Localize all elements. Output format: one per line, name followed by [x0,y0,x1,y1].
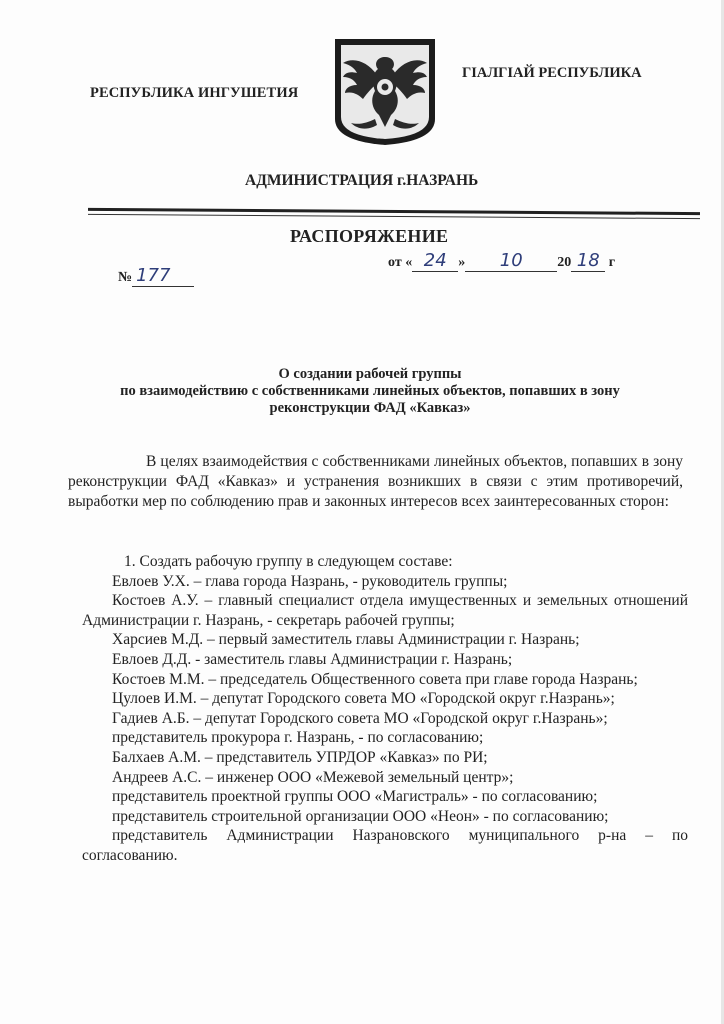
item-1-heading: 1. Создать рабочую группу в следующем составе: [124,553,453,570]
date-mid: » [458,255,466,270]
date-year: 18 [571,250,605,272]
list-item: Евлоев Д.Д. - заместитель главы Администрации г. Назрань; [112,650,513,668]
preamble-paragraph: В целях взаимодействия с собственниками линейных объектов, попавших в зону реконструкции ФАД «Кавказ» и устранения возникших в связи с этим противоречий, выработки мер по соблюдению прав и законных интересов всех заинтересованных сторон: [68,453,683,510]
date-day: 24 [412,250,458,272]
title-line-2: по взаимодействию с собственниками линейных объектов, попавших в зону [120,383,620,399]
document-date [388,250,615,272]
list-item: представитель Администрации Назрановского муниципального р-на – по согласованию. [82,827,688,864]
header-republic-ru: РЕСПУБЛИКА ИНГУШЕТИЯ [90,85,299,101]
list-item: представитель строительной организации ООО «Неон» - по согласованию; [112,807,609,825]
list-item: Гадиев А.Б. – депутат Городского совета МО «Городской округ г.Назрань»; [112,709,608,727]
list-item: представитель прокурора г. Назрань, - по согласованию; [112,729,484,747]
title-line-3: реконструкции ФАД «Кавказ» [269,400,471,416]
preamble-block [68,452,683,512]
number-value: 177 [132,265,194,287]
list-item: представитель проектной группы ООО «Магистраль» - по согласованию; [112,788,598,806]
members-list [82,552,688,866]
coat-of-arms-emblem [329,35,441,147]
date-suffix: г [608,255,616,270]
list-item: Андреев А.С. – инженер ООО «Межевой земельный центр»; [112,768,514,786]
document-number [118,265,194,287]
document-type: РАСПОРЯЖЕНИЕ [290,226,449,246]
list-item: Евлоев У.Х. – глава города Назрань, - руководитель группы; [112,572,508,590]
title-line-1: О создании рабочей группы [278,366,462,382]
list-item: Костоев М.М. – председатель Общественного совета при главе города Назрань; [112,670,638,688]
number-label: № [118,270,133,285]
administration-name: АДМИНИСТРАЦИЯ г.НАЗРАНЬ [245,172,479,189]
date-year-prefix: 20 [557,255,572,270]
date-month: 10 [465,250,557,272]
date-prefix: от « [388,255,413,270]
list-item: Харсиев М.Д. – первый заместитель главы Администрации г. Назрань; [112,631,580,649]
list-item: Костоев А.У. – главный специалист отдела имущественных и земельных отношений Администрации г. Назрань, - секретарь рабочей группы; [82,592,688,629]
header-rule-thin [88,214,700,219]
document-title [60,366,680,417]
header-republic-ing: ГIАЛГIАЙ РЕСПУБЛИКА [462,65,642,81]
list-item: Балхаев А.М. – представитель УПРДОР «Кавказ» по РИ; [112,748,488,766]
list-item: Цулоев И.М. – депутат Городского совета МО «Городской округ г.Назрань»; [112,690,615,708]
